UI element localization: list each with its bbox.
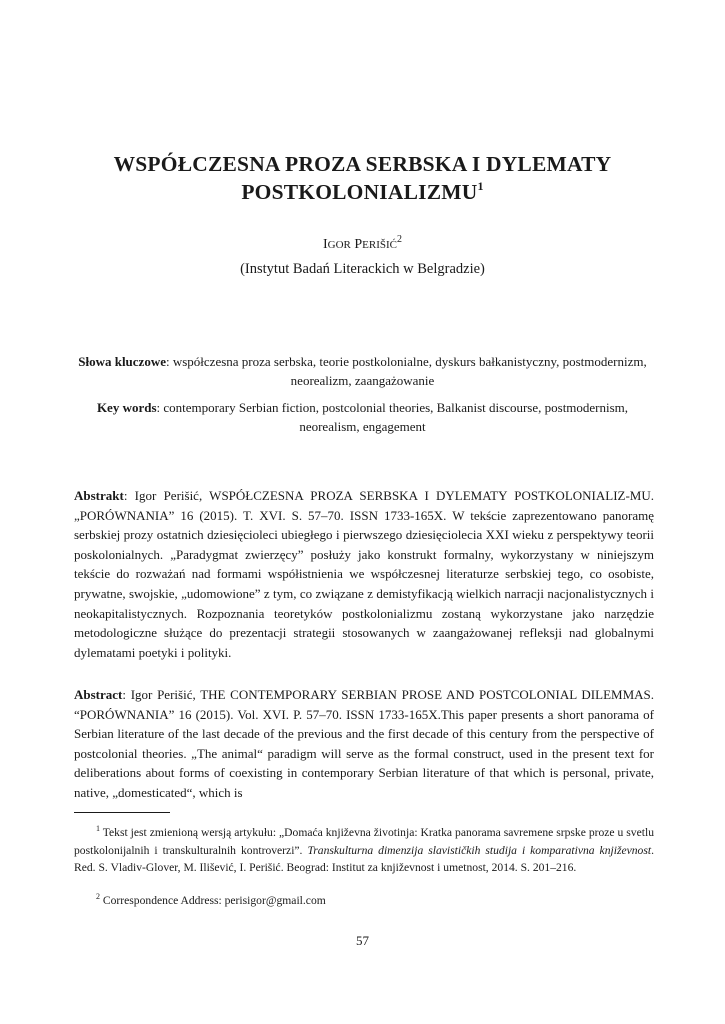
footnote-divider xyxy=(74,812,170,813)
keywords-english-label: Key words xyxy=(96,400,157,415)
keywords-english xyxy=(70,398,655,436)
abstract-english xyxy=(74,685,654,803)
footnote-2-text: Correspondence Address: perisigor@gmail.com xyxy=(100,894,326,907)
abstract-polish-label: Abstrakt xyxy=(74,488,124,503)
author-name xyxy=(60,236,665,254)
footnote-1 xyxy=(74,824,654,877)
title-line-2 xyxy=(60,178,665,206)
author-last-rest: ERIŠIĆ xyxy=(362,239,398,251)
footnote-1-italic-title: Transkulturna dimenzija slavističkih studija i komparativna književnost xyxy=(307,843,652,857)
page-number: 57 xyxy=(356,933,369,948)
footnote-2-mark: 2 xyxy=(96,892,100,901)
abstract-polish-text: : Igor Perišić, WSPÓŁCZESNA PROZA SERBSKA I DYLEMATY POSTKOLONIALIZ-MU. „PORÓWNANIA” 16 (2015). T. XVI. S. 57–70. ISSN 1733-165X. W tekście zaprezentowano panoramę serbskiej prozy ostatnich dziesięcioleci ubiegłego i pierwszego dziesięciolecia XXI wieku z perspektywy teorii poskolonialnych. „Paradygmat zwierzęcy” posłuży jako konstrukt formalny, wykorzystany w niniejszym tekście do rozważań nad formami współistnienia we współczesnej literaturze serbskiej tego, co osobiste, prywatne, swojskie, „udomowione” z tym, co związane z demistyfikacją wielkich narracji nacjonalistycznych i neokapitalistycznych. Rozpoznania teoretyków postkolonializmu zostaną wykorzystane jako narzędzie metodologiczne służące do prezentacji strategii stosowanych w zaangażowanej refleksji nad globalnymi dylematami poetyki i polityki. xyxy=(74,488,654,660)
abstract-english-text: : Igor Perišić, THE CONTEMPORARY SERBIAN PROSE AND POSTCOLONIAL DILEMMAS. “PORÓWNANIA” 16 (2015). Vol. XVI. P. 57–70. ISSN 1733-165X.This paper presents a short panorama of Serbian literature of the last decade of the previous and the first decade of this century from the perspective of postcolonial theories. „The animal“ paradigm will serve as the formal construct, used in the present text for deliberations about forms of coexisting in contemporary Serbian literature of that which is personal, private, native, „domesticated“, which is xyxy=(74,687,654,800)
footnote-1-text-a: Tekst jest zmienioną wersją artykułu: „Domaća književna životinja: Kratka panorama savremene srpske proze u svetlu postkolonijalnih i transkulturalnih kontroverzi”. xyxy=(74,826,654,857)
abstract-polish xyxy=(74,486,654,662)
article-title xyxy=(60,150,665,206)
keywords-english-text: : contemporary Serbian fiction, postcolonial theories, Balkanist discourse, postmodernism, neorealism, engagement xyxy=(156,400,629,434)
keywords-polish-label: Słowa kluczowe xyxy=(78,354,166,369)
footnote-2 xyxy=(74,892,654,910)
author-footnote-mark[interactable]: 2 xyxy=(397,234,403,245)
keywords-polish-text: : współczesna proza serbska, teorie postkolonialne, dyskurs bałkanistyczny, postmodernizm, neorealizm, zaangażowanie xyxy=(165,354,647,388)
author-first-initial: I xyxy=(322,237,328,252)
author-first-rest: GOR xyxy=(327,239,351,251)
footnote-1-text-b: . Red. S. Vladiv-Glover, M. Ilišević, I. Perišić. Beograd: Institut za književnost i umetnost, 2014. S. 201–216. xyxy=(74,843,654,875)
author-last-initial: P xyxy=(354,237,363,252)
footnote-1-mark: 1 xyxy=(96,824,100,833)
title-line-2-text: POSTKOLONIALIZMU xyxy=(241,180,478,204)
title-line-1: WSPÓŁCZESNA PROZA SERBSKA I DYLEMATY xyxy=(113,152,612,176)
abstract-english-label: Abstract xyxy=(74,687,123,702)
author-affiliation: (Instytut Badań Literackich w Belgradzie) xyxy=(240,261,485,277)
title-footnote-mark[interactable]: 1 xyxy=(477,179,484,193)
keywords-polish xyxy=(70,352,655,390)
